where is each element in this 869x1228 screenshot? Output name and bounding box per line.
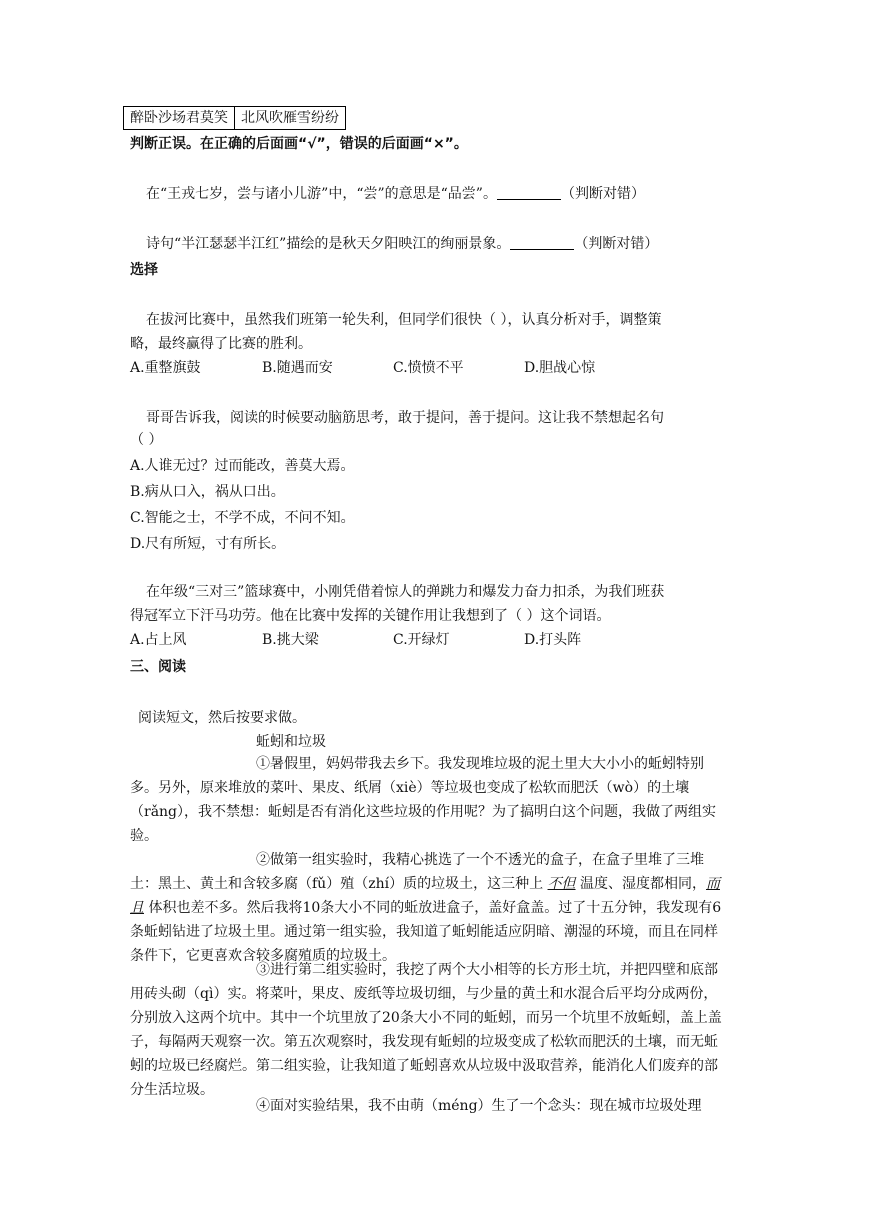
p2-part-b: 温度、湿度都相同，: [575, 876, 706, 892]
poem-cell-1: 醉卧沙场君莫笑: [124, 107, 235, 130]
choice-q1-option-c[interactable]: C.愤愤不平: [393, 360, 464, 376]
choice-q1-option-d[interactable]: D.胆战心惊: [524, 360, 596, 376]
p2-part-a: ②做第一组实验时，我精心挑选了一个不透光的盒子，在盒子里堆了三堆土：黑土、黄土和含较多腐（fǔ）殖（zhí）质的垃圾土，这三种上: [130, 852, 704, 892]
choice-q2-option-b[interactable]: B.病从口入，祸从口出。: [130, 484, 285, 500]
answer-blank-2[interactable]: [510, 235, 574, 250]
choice-q3-option-d[interactable]: D.打头阵: [524, 632, 582, 648]
choice-q1-line1: 在拔河比赛中，虽然我们班第一轮失利，但同学们很快（ ），认真分析对手，调整策: [146, 312, 662, 328]
reading-instruction: 阅读短文，然后按要求做。: [138, 710, 306, 726]
reading-heading: 三、阅读: [130, 659, 186, 675]
reading-paragraph-1: ①暑假里，妈妈带我去乡下。我发现堆垃圾的泥土里大大小小的蚯蚓特别多。另外，原来堆放的菜叶、果皮、纸屑（xiè）等垃圾也变成了松软而肥沃（wò）的土壤（rǎng），我不禁想：蚯蚓是否有消化这些垃圾的作用呢？为了搞明白这个问题，我做了两组实验。: [130, 756, 717, 844]
choice-q1-option-b[interactable]: B.随遇而安: [262, 360, 333, 376]
judge-q2-text: 诗句“半江瑟瑟半江红”描绘的是秋天夕阳映江的绚丽景象。: [146, 236, 511, 252]
p2-part-c: 体积也差不多。然后我将10条大小不同的蚯放进盒子，盖好盒盖。过了十五分钟，我发现有6条蚯蚓钻进了垃圾土里。通过第一组实验，我知道了蚯蚓能适应阴暗、潮湿的环境，而且在同样条件下，它更喜欢含较多腐殖质的垃圾土。: [130, 900, 722, 964]
choice-q2-line2: （ ）: [130, 432, 163, 448]
choice-q2-option-a[interactable]: A.人谁无过？过而能改，善莫大焉。: [130, 458, 355, 474]
judge-q2-tail: （判断对错）: [574, 236, 659, 252]
answer-blank-1[interactable]: [497, 185, 561, 200]
choice-q3-option-b[interactable]: B.挑大梁: [262, 632, 319, 648]
reading-paragraph-4: ④面对实验结果，我不由萌（méng）生了一个念头：现在城市垃圾处理: [256, 1098, 702, 1114]
reading-paragraph-3: ③进行第二组实验时，我挖了两个大小相等的长方形土坑，并把四壁和底部用砖头砌（qì）实。将菜叶，果皮、废纸等垃圾切细，与少量的黄土和水混合后平均分成两份，分别放入这两个坑中。其中一个坑里放了20条大小不同的蚯蚓，而另一个坑里不放蚯蚓，盖上盖子，每隔两天观察一次。第五次观察时，我发现有蚯蚓的垃圾变成了松软而肥沃的土壤，而无蚯蚓的垃圾已经腐烂。第二组实验，让我知道了蚯蚓喜欢从垃圾中汲取营养，能消化人们废弃的部分生活垃圾。: [130, 962, 722, 1098]
judge-question-1: [146, 184, 645, 204]
choice-q1-option-a[interactable]: A.重整旗鼓: [130, 360, 201, 376]
choice-q1-line2: 略，最终赢得了比赛的胜利。: [130, 336, 312, 352]
reading-title: 蚯蚓和垃圾: [256, 734, 326, 750]
p2-underlined-budan: 不但: [547, 876, 576, 892]
poem-cell-2: 北风吹雁雪纷纷: [235, 107, 346, 130]
poem-table: [123, 106, 346, 130]
choice-q3-option-c[interactable]: C.开绿灯: [393, 632, 450, 648]
choice-q3-line2: 得冠军立下汗马功劳。他在比赛中发挥的关键作用让我想到了（ ）这个词语。: [130, 608, 611, 624]
choice-q3-option-a[interactable]: A.占上风: [130, 632, 187, 648]
choice-q3-line1: 在年级“三对三”篮球赛中，小刚凭借着惊人的弹跳力和爆发力奋力扣杀，为我们班获: [146, 584, 665, 600]
choice-q2-option-d[interactable]: D.尺有所短，寸有所长。: [130, 536, 286, 552]
choice-q2-option-c[interactable]: C.智能之士，不学不成，不问不知。: [130, 510, 355, 526]
judge-q1-tail: （判断对错）: [560, 186, 645, 202]
judge-heading: 判断正误。在正确的后面画“√”，错误的后面画“×”。: [130, 136, 468, 152]
choice-q2-line1: 哥哥告诉我，阅读的时候要动脑筋思考，敢于提问，善于提问。这让我不禁想起名句: [146, 410, 664, 426]
judge-q1-text: 在“王戎七岁，尝与诸小儿游”中，“尝”的意思是“品尝”。: [146, 186, 497, 202]
p2-underlined-erqie: 而且: [130, 876, 720, 916]
reading-paragraph-2: [130, 848, 730, 968]
choice-heading: 选择: [130, 262, 158, 278]
judge-question-2: [146, 234, 658, 254]
